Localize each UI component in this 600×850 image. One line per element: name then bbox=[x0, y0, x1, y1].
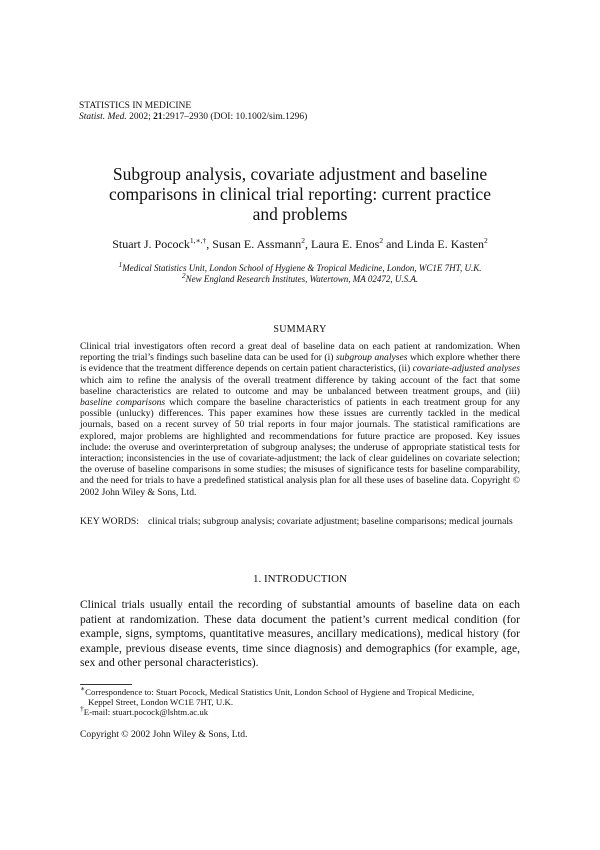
affiliation-number: 2 bbox=[181, 271, 186, 280]
author-name: Stuart J. Pocock bbox=[112, 237, 190, 251]
author-name: Laura E. Enos bbox=[311, 237, 380, 251]
abstract-text: which compare the baseline characteristics of patients in each treatment group for any possible (unlucky) differences. This paper examines how these issues are currently tackled in the medical journals, based on a recent survey of 50 trial reports in four major journals. The statistical ramifications are explored, major problems are highlighted and recommendations for future practice are proposed. Key issues include: the overuse and overinterpretation of subgroup analyses; the underuse of appropriate statistical tests for interaction; inconsistencies in the use of covariate-adjustment; the lack of clear guidelines on covariate selection; the overuse of baseline comparisons in some studies; the misuses of significance tests for baseline comparability, and the need for trials to have a predefined statistical analysis plan for all these uses of baseline data. Copyright © 2002 John Wiley & Sons, Ltd. bbox=[80, 397, 520, 498]
affiliation-text: New England Research Institutes, Watertown, MA 02472, U.S.A. bbox=[185, 274, 419, 284]
footnote-mark: † bbox=[80, 704, 84, 714]
footnotes bbox=[80, 684, 520, 718]
affiliation-number: 1 bbox=[118, 260, 123, 269]
footnote-text: Correspondence to: Stuart Pocock, Medical Statistics Unit, London School of Hygiene and Tropical Medicine, bbox=[85, 687, 475, 697]
journal-citation bbox=[79, 112, 307, 123]
summary-heading: SUMMARY bbox=[273, 324, 327, 335]
affiliation bbox=[40, 271, 560, 285]
affiliations bbox=[40, 260, 560, 285]
keywords-text: clinical trials; subgroup analysis; covariate adjustment; baseline comparisons; medical journals bbox=[148, 516, 513, 527]
author-affil-mark: 2 bbox=[301, 236, 305, 245]
journal-volume: 21 bbox=[153, 112, 163, 122]
keywords bbox=[80, 516, 520, 527]
author-separator: , bbox=[206, 237, 213, 251]
keywords-label: KEY WORDS: bbox=[80, 516, 139, 527]
author-name: Susan E. Assmann bbox=[212, 237, 302, 251]
author-separator: and bbox=[383, 237, 407, 251]
author-name: Linda E. Kasten bbox=[406, 237, 485, 251]
author-separator: , bbox=[305, 237, 311, 251]
correspondence-footnote bbox=[80, 684, 520, 697]
introduction-paragraph: Clinical trials usually entail the recording of substantial amounts of baseline data on each patient at randomization. These data document the patient’s current medical condition (for example, signs, symptoms, quantitative measures, ancillary medications), medical history (for example, previous disease events, time since diagnosis) and demographics (for example, age, sex and other personal characteristics). bbox=[80, 599, 520, 670]
journal-year: 2002; bbox=[129, 112, 151, 122]
footnote-divider bbox=[80, 684, 132, 685]
author-list bbox=[40, 237, 560, 251]
journal-pages-doi: :2917–2930 (DOI: 10.1002/sim.1296) bbox=[162, 112, 308, 122]
paper-title bbox=[60, 164, 540, 224]
title-line: Subgroup analysis, covariate adjustment and baseline bbox=[112, 164, 488, 184]
introduction-heading: 1. INTRODUCTION bbox=[252, 573, 348, 585]
journal-abbrev: Statist. Med. bbox=[79, 112, 127, 122]
abstract-emphasis: covariate-adjusted analyses bbox=[412, 363, 520, 375]
abstract-emphasis: subgroup analyses bbox=[336, 352, 408, 364]
abstract-text: Clinical trial investigators often record a great deal of baseline data on each patient at randomization. When reporting the trial’s findings such baseline data can be used for (i) bbox=[80, 341, 520, 364]
title-line: and problems bbox=[252, 204, 348, 224]
abstract-text: which aim to refine the analysis of the overall treatment difference by taking account of the fact that some baseline characteristics are related to outcome and may be unbalanced between treatment groups, and (iii) bbox=[80, 374, 520, 397]
affiliation bbox=[40, 260, 560, 274]
correspondence-footnote-cont: Keppel Street, London WC1E 7HT, U.K. bbox=[88, 697, 234, 708]
author-affil-mark: 2 bbox=[484, 236, 488, 245]
footnote-mark: ∗ bbox=[80, 684, 86, 694]
summary-abstract bbox=[80, 341, 520, 498]
title-line: comparisons in clinical trial reporting: current practice bbox=[109, 184, 491, 204]
email-footnote bbox=[80, 704, 520, 718]
journal-header bbox=[79, 101, 307, 123]
copyright-footer: Copyright © 2002 John Wiley & Sons, Ltd. bbox=[80, 729, 248, 740]
author-affil-mark: 2 bbox=[379, 236, 384, 245]
abstract-emphasis: baseline comparisons bbox=[80, 397, 166, 409]
author-affil-mark: 1,∗,† bbox=[189, 236, 207, 245]
footnote-text: E-mail: stuart.pocock@lshtm.ac.uk bbox=[83, 707, 209, 718]
journal-name: STATISTICS IN MEDICINE bbox=[79, 101, 192, 111]
abstract-text: which explore whether there is evidence that the treatment difference depends on certain patient characteristics, (ii) bbox=[80, 352, 520, 375]
affiliation-text: Medical Statistics Unit, London School of Hygiene & Tropical Medicine, London, WC1E 7HT, U.K. bbox=[122, 263, 482, 273]
